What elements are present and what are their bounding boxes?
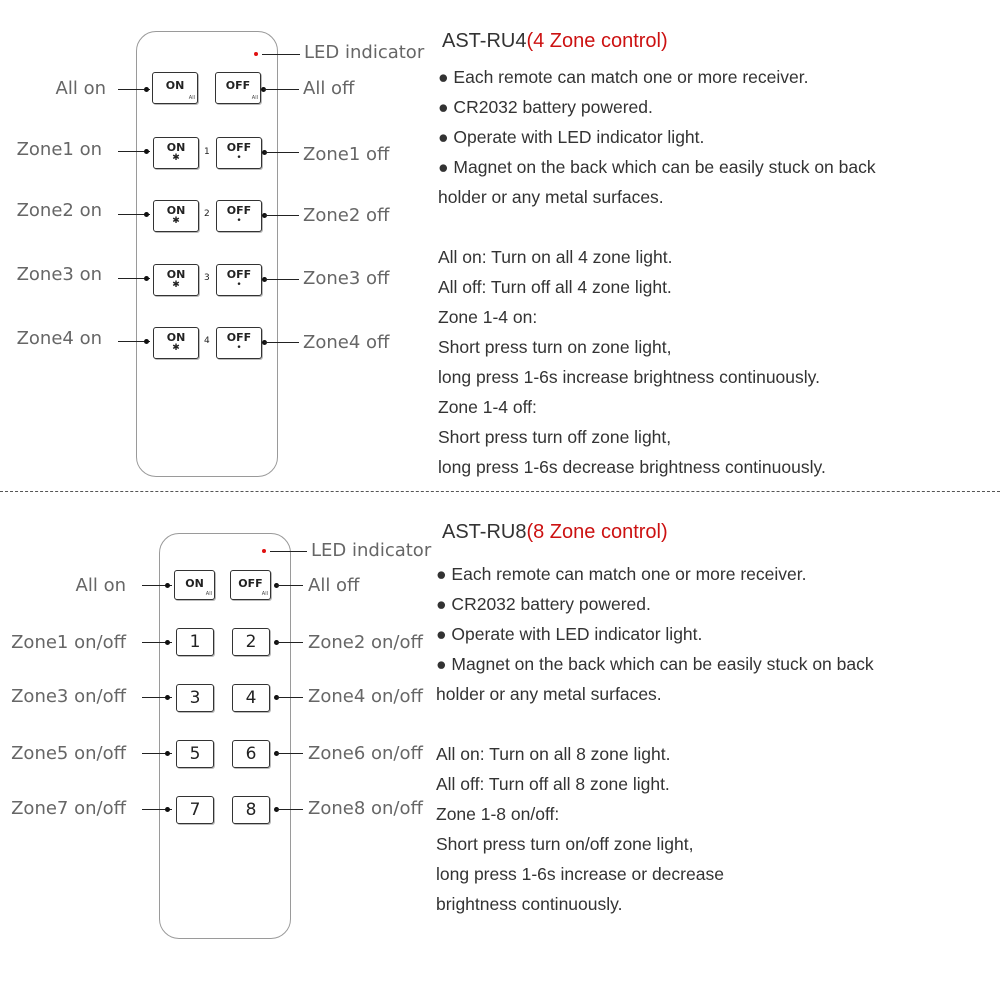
ru4-zone1-off-button[interactable] — [216, 137, 262, 169]
dim-dot-icon: • — [236, 216, 242, 226]
ru4-all-off-button[interactable] — [215, 72, 261, 104]
ru8-leader-dot — [165, 807, 170, 812]
ru8-leader-dot — [165, 583, 170, 588]
ru4-zone3-on-button[interactable] — [153, 264, 199, 296]
ru8-leader-dot — [165, 695, 170, 700]
ru4-instruction-line: long press 1-6s decrease brightness continuously. — [438, 457, 826, 477]
ru8-instruction-line: Zone 1-8 on/off: — [436, 804, 560, 824]
ru4-all-off-text: OFF — [225, 79, 251, 92]
ru4-leader-dot — [144, 339, 149, 344]
ru4-led-leader-line — [262, 54, 300, 55]
ru4-instruction-line: Short press turn off zone light, — [438, 427, 672, 447]
ru4-zone3-off-text: OFF — [226, 268, 252, 281]
brightness-star-icon: ✱ — [172, 153, 180, 163]
ru4-zone2-off-text: OFF — [226, 204, 252, 217]
ru4-zone4-off-button[interactable] — [216, 327, 262, 359]
ru4-all-on-button[interactable] — [152, 72, 198, 104]
brightness-star-icon: ✱ — [172, 280, 180, 290]
ru8-all-off-button[interactable] — [230, 570, 271, 600]
ru8-feature-line: holder or any metal surfaces. — [436, 684, 662, 704]
ru8-zone2-button[interactable]: 2 — [232, 628, 270, 656]
ru8-all-off-text: OFF — [238, 577, 263, 590]
ru4-feature-line: ● Operate with LED indicator light. — [438, 127, 705, 147]
dim-dot-icon: • — [236, 343, 242, 353]
ru8-zone1-button[interactable]: 1 — [176, 628, 214, 656]
ru8-feature-line: ● Each remote can match one or more receiver. — [436, 564, 807, 584]
brightness-star-icon: ✱ — [172, 216, 180, 226]
ru8-label-zone1: Zone1 on/off — [11, 632, 126, 653]
ru8-instruction-line: brightness continuously. — [436, 894, 623, 914]
ru8-zone7-button[interactable]: 7 — [176, 796, 214, 824]
ru4-leader-zone4-off — [264, 342, 299, 343]
ru4-feature-line: ● Magnet on the back which can be easily stuck on back — [438, 157, 876, 177]
ru4-all-on-sub: All — [188, 95, 195, 101]
ru8-label-zone8: Zone8 on/off — [308, 798, 423, 819]
dim-dot-icon: • — [236, 280, 242, 290]
ru4-label-zone4-off: Zone4 off — [303, 332, 390, 353]
ru8-led-indicator — [262, 549, 266, 553]
ru8-zone4-button[interactable]: 4 — [232, 684, 270, 712]
ru4-zone2-on-button[interactable] — [153, 200, 199, 232]
ru8-label-zone7: Zone7 on/off — [11, 798, 126, 819]
ru4-instruction-line: Short press turn on zone light, — [438, 337, 672, 357]
ru8-feature-line: ● CR2032 battery powered. — [436, 594, 651, 614]
ru4-instruction-line: All off: Turn off all 4 zone light. — [438, 277, 672, 297]
dim-dot-icon: • — [236, 153, 242, 163]
ru4-zone3-off-button[interactable] — [216, 264, 262, 296]
ru8-instruction-line: All on: Turn on all 8 zone light. — [436, 744, 671, 764]
ru8-subtitle: (8 Zone control) — [526, 521, 668, 543]
ru8-instruction-line: All off: Turn off all 8 zone light. — [436, 774, 670, 794]
ru4-led-indicator — [254, 52, 258, 56]
ru8-all-on-sub: All — [205, 591, 212, 597]
ru4-label-zone3-on: Zone3 on — [16, 264, 102, 285]
ast-ru4-section — [0, 0, 1000, 490]
ru8-feature-line: ● Operate with LED indicator light. — [436, 624, 703, 644]
ru4-label-zone3-off: Zone3 off — [303, 268, 390, 289]
ru4-zone2-off-button[interactable] — [216, 200, 262, 232]
ru4-zone1-on-text: ON — [166, 141, 186, 154]
ru4-feature-line: ● Each remote can match one or more receiver. — [438, 67, 809, 87]
ru8-label-zone3: Zone3 on/off — [11, 686, 126, 707]
ru8-leader-zone2 — [276, 642, 303, 643]
ru4-led-label: LED indicator — [304, 42, 425, 63]
ast-ru8-section — [0, 494, 1000, 1000]
ru8-zone5-button[interactable]: 5 — [176, 740, 214, 768]
ru8-label-zone6: Zone6 on/off — [308, 743, 423, 764]
ru4-description — [438, 62, 876, 482]
ru8-feature-line: ● Magnet on the back which can be easily stuck on back — [436, 654, 874, 674]
ru4-leader-zone1-off — [264, 152, 299, 153]
ru8-leader-zone4 — [276, 697, 303, 698]
ru8-zone6-button[interactable]: 6 — [232, 740, 270, 768]
ru4-instruction-line: All on: Turn on all 4 zone light. — [438, 247, 673, 267]
ru4-zone4-on-button[interactable] — [153, 327, 199, 359]
ru4-leader-dot — [144, 212, 149, 217]
ru4-feature-line: ● CR2032 battery powered. — [438, 97, 653, 117]
ru8-title — [442, 521, 668, 544]
ru8-model-name: AST-RU8 — [442, 521, 527, 543]
ru4-instruction-line: Zone 1-4 off: — [438, 397, 537, 417]
ru8-leader-zone8 — [276, 809, 303, 810]
ru4-label-zone2-on: Zone2 on — [16, 200, 102, 221]
ru4-label-zone4-on: Zone4 on — [16, 328, 102, 349]
ru8-zone8-button[interactable]: 8 — [232, 796, 270, 824]
ru8-description — [436, 559, 874, 919]
ru8-led-leader-line — [270, 551, 307, 552]
ru4-zone1-number: 1 — [204, 147, 210, 157]
ru8-label-zone5: Zone5 on/off — [11, 743, 126, 764]
ru8-label-all-on: All on — [75, 575, 126, 596]
ru4-leader-zone2-off — [264, 215, 299, 216]
ru4-label-zone1-off: Zone1 off — [303, 144, 390, 165]
ru8-zone3-button[interactable]: 3 — [176, 684, 214, 712]
ru8-label-zone2: Zone2 on/off — [308, 632, 423, 653]
ru4-leader-zone3-off — [264, 279, 299, 280]
ru8-all-on-button[interactable] — [174, 570, 215, 600]
ru4-zone1-off-text: OFF — [226, 141, 252, 154]
ru4-zone4-off-text: OFF — [226, 331, 252, 344]
ru8-label-all-off: All off — [308, 575, 360, 596]
ru4-label-all-on: All on — [55, 78, 106, 99]
ru8-label-zone4: Zone4 on/off — [308, 686, 423, 707]
ru8-leader-dot — [165, 751, 170, 756]
ru4-zone3-number: 3 — [204, 273, 210, 283]
ru4-all-off-sub: All — [251, 95, 258, 101]
ru8-instruction-line: long press 1-6s increase or decrease — [436, 864, 724, 884]
ru4-instruction-line: long press 1-6s increase brightness continuously. — [438, 367, 820, 387]
ru4-zone4-on-text: ON — [166, 331, 186, 344]
ru4-instruction-line: Zone 1-4 on: — [438, 307, 538, 327]
ru4-zone4-number: 4 — [204, 336, 210, 346]
section-divider — [0, 491, 1000, 492]
ru4-label-all-off: All off — [303, 78, 355, 99]
ru4-leader-dot — [144, 87, 149, 92]
ru4-zone2-on-text: ON — [166, 204, 186, 217]
ru4-label-zone1-on: Zone1 on — [16, 139, 102, 160]
ru4-feature-line: holder or any metal surfaces. — [438, 187, 664, 207]
ru8-leader-zone6 — [276, 753, 303, 754]
ru8-instruction-line: Short press turn on/off zone light, — [436, 834, 694, 854]
ru8-leader-all-off — [276, 585, 303, 586]
ru4-all-on-text: ON — [165, 79, 185, 92]
ru4-zone1-on-button[interactable] — [153, 137, 199, 169]
ru4-label-zone2-off: Zone2 off — [303, 205, 390, 226]
ru8-led-label: LED indicator — [311, 540, 432, 561]
ru4-zone3-on-text: ON — [166, 268, 186, 281]
ru8-all-on-text: ON — [185, 577, 204, 590]
ru4-subtitle: (4 Zone control) — [526, 30, 668, 52]
ru4-leader-all-off — [263, 89, 299, 90]
ru4-zone2-number: 2 — [204, 209, 210, 219]
brightness-star-icon: ✱ — [172, 343, 180, 353]
ru8-leader-dot — [165, 640, 170, 645]
ru4-model-name: AST-RU4 — [442, 30, 527, 52]
ru4-leader-dot — [144, 149, 149, 154]
ru4-leader-dot — [144, 276, 149, 281]
ru4-title — [442, 30, 668, 53]
ru8-all-off-sub: All — [261, 591, 268, 597]
